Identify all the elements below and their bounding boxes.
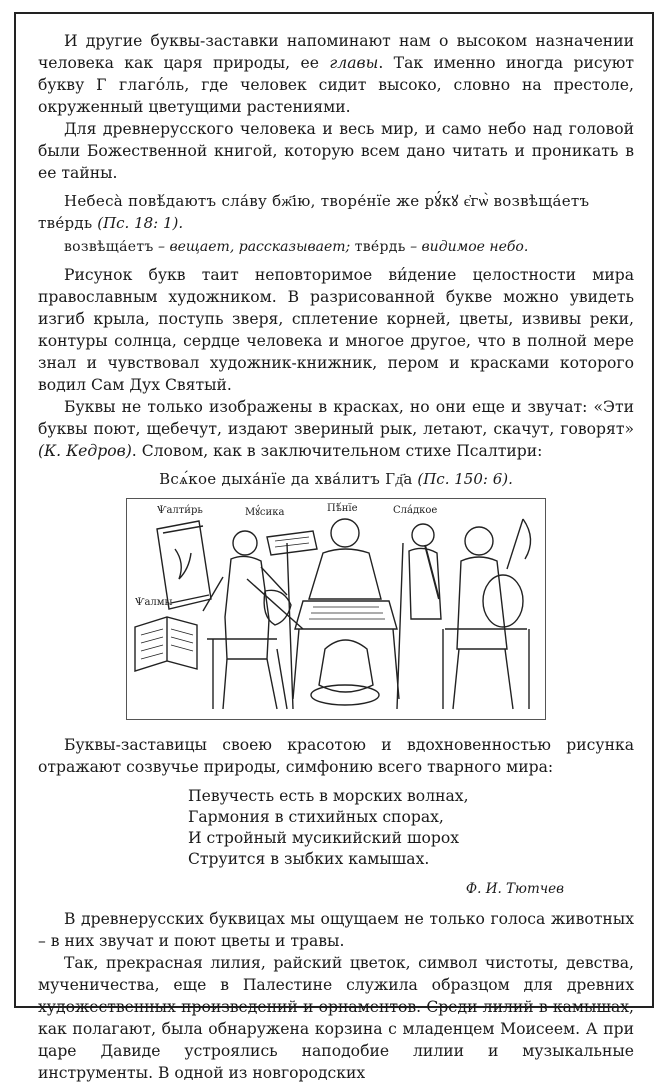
psalm-quote-2 bbox=[38, 468, 634, 490]
label-psalter: Ѱалти́рь bbox=[157, 505, 203, 516]
psalm-reference: (Пс. 18: 1). bbox=[97, 214, 184, 232]
poem-line: Гармония в стихийных спорах, bbox=[188, 808, 444, 826]
text: . Так именно иногда рисуют букву bbox=[38, 54, 634, 94]
label-sweet: Сла́дкое bbox=[393, 505, 438, 516]
paragraph-6: В древнерусских буквицах мы ощущаем не только голоса животных – в них звучат и поют цветы и травы. bbox=[38, 910, 634, 950]
text: , где человек сидит высоко, словно на престоле, окруженный цветущими растениями. bbox=[38, 76, 634, 116]
paragraph-7: Так, прекрасная лилия, райский цветок, символ чистоты, девства, мученичества, еще в Палестине служила образцом для древних художественных произведений и орнаментов. Среди лилий в камышах, как полагают, была обнаружена корзина с младенцем Моисеем. А при царе Давиде устроялись наподобие лилии и музыкальные инструменты. В одной из новгородских bbox=[38, 954, 634, 1082]
citation: (К. Кедров) bbox=[38, 442, 132, 460]
gloss-def: – вещает, рассказывает; bbox=[153, 239, 355, 255]
psalm-quote-1 bbox=[38, 190, 634, 234]
italic-word: главы bbox=[329, 54, 379, 72]
text: И другие буквы-заставки напоминают нам о высоком назначении человека как царя природы, ее bbox=[38, 32, 634, 72]
page-frame bbox=[14, 12, 654, 1082]
paragraph-2: Для древнерусского человека и весь мир, и само небо над головой были Божественной книгой, которую всем дано читать и проникать в ее тайны. bbox=[38, 120, 634, 182]
psalm-reference: (Пс. 150: 6). bbox=[417, 470, 513, 488]
gloss-word: тве́рдь bbox=[354, 239, 406, 255]
church-slavonic-word: Г глаго́ль bbox=[96, 76, 185, 94]
gloss-word: возвѣща́етъ bbox=[64, 239, 154, 255]
church-slavonic-quote: Всѧ́кое дыха́нїе да хва́литъ Гд҃а bbox=[159, 470, 413, 488]
glossary bbox=[38, 236, 634, 258]
poem-line: И стройный мусикийский шорох bbox=[188, 829, 460, 847]
poem-line: Певучесть есть в морских волнах, bbox=[188, 787, 469, 805]
page-body bbox=[38, 30, 634, 1084]
church-slavonic-quote: Небеса̀ повѣ́даютъ сла́ву бж҃ію, творе́нїе же рꙋ́кꙋ є҆гѡ̀ возвѣща́етъ тве́рдь bbox=[38, 192, 590, 232]
open-book-icon bbox=[135, 617, 197, 671]
text: . Словом, как в заключительном стихе Псалтири: bbox=[131, 442, 543, 460]
musicians-illustration bbox=[126, 498, 546, 720]
paragraph-3: Рисунок букв таит неповторимое ви́дение целостности мира православным художником. В разрисованной букве можно увидеть изгиб крыла, поступь зверя, сплетение корней, цветы, извивы реки, контуры солнца, сердце человека и многое другое, что в полной мере знал и чувствовал художник-книжник, пером и красками которого водил Сам Дух Святый. bbox=[38, 266, 634, 394]
label-psalms: Ѱалмы bbox=[135, 597, 173, 608]
poem bbox=[188, 786, 634, 870]
label-singing: Пѣ́нїе bbox=[327, 503, 358, 514]
poem-author: Ф. И. Тютчев bbox=[465, 881, 564, 897]
gloss-def: – видимое небо. bbox=[405, 239, 529, 255]
text: Буквы не только изображены в красках, но они еще и звучат: «Эти буквы поют, щебечут, издают звериный рык, летают, скачут, говорят» bbox=[38, 398, 634, 438]
label-music: Мꙋ́сика bbox=[245, 507, 285, 518]
paragraph-4 bbox=[38, 396, 634, 462]
paragraph-1 bbox=[38, 30, 634, 118]
poem-line: Струится в зыбких камышах. bbox=[188, 850, 430, 868]
paragraph-5: Буквы-заставицы своею красотою и вдохновенностью рисунка отражают созвучье природы, симфонию всего тварного мира: bbox=[38, 736, 634, 776]
